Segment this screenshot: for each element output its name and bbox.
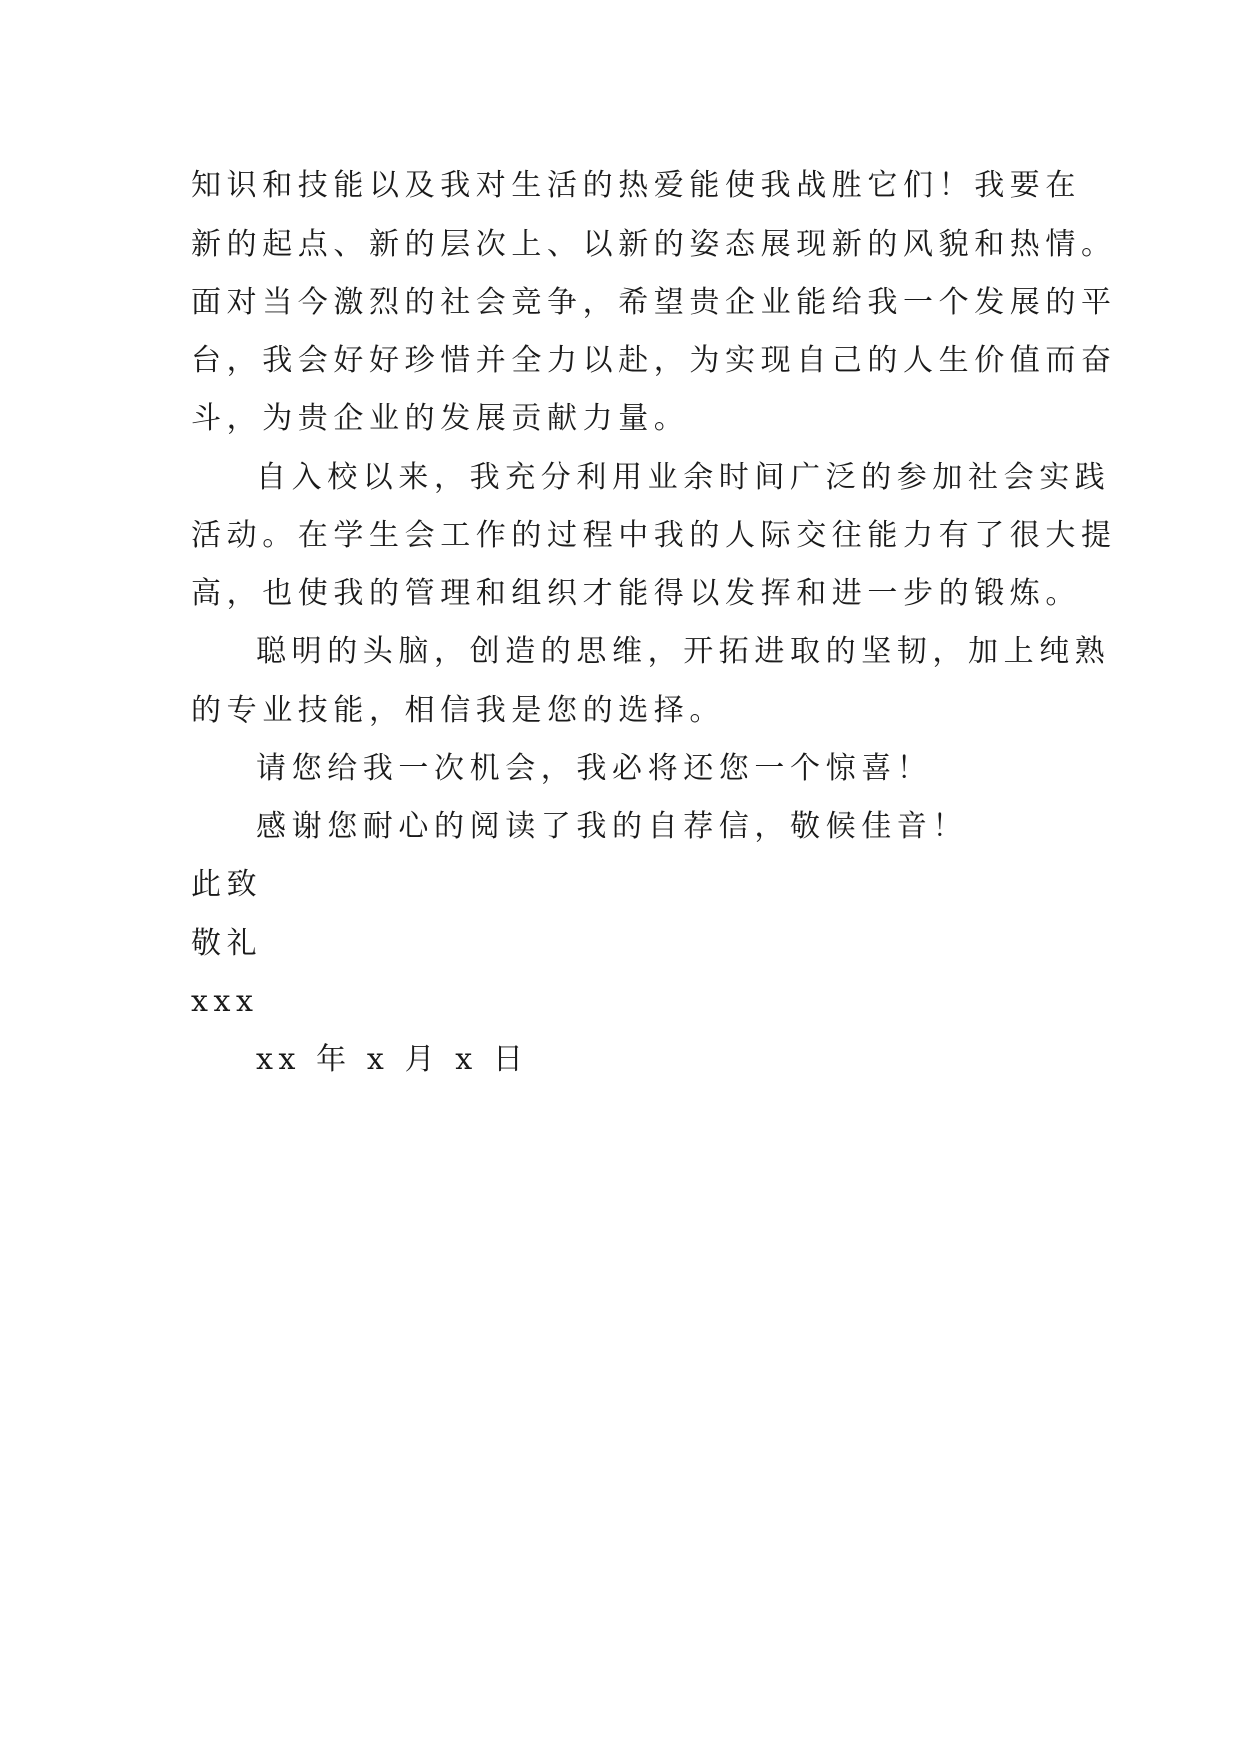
body-line: 新的起点、新的层次上、以新的姿态展现新的风貌和热情。 xyxy=(191,227,1117,262)
body-line: 知识和技能以及我对生活的热爱能使我战胜它们！我要在 xyxy=(191,168,1081,203)
closing-line: 此致 xyxy=(191,867,263,902)
paragraph-line: 聪明的头脑，创造的思维，开拓进取的坚韧，加上纯熟 xyxy=(256,634,1111,669)
body-line: 的专业技能，相信我是您的选择。 xyxy=(191,693,725,728)
body-line: 面对当今激烈的社会竞争，希望贵企业能给我一个发展的平 xyxy=(191,285,1117,320)
paragraph-line: 请您给我一次机会，我必将还您一个惊喜！ xyxy=(256,751,933,786)
body-line: 台，我会好好珍惜并全力以赴，为实现自己的人生价值而奋 xyxy=(191,343,1117,378)
body-line: 斗，为贵企业的发展贡献力量。 xyxy=(191,401,690,436)
paragraph-line: 自入校以来，我充分利用业余时间广泛的参加社会实践 xyxy=(256,460,1111,495)
body-line: 活动。在学生会工作的过程中我的人际交往能力有了很大提 xyxy=(191,518,1117,553)
body-line: 高，也使我的管理和组织才能得以发挥和进一步的锻炼。 xyxy=(191,576,1081,611)
signature-date: xx 年 x 月 x 日 xyxy=(256,1042,529,1077)
salutation-line: 敬礼 xyxy=(191,926,263,961)
paragraph-line: 感谢您耐心的阅读了我的自荐信，敬候佳音！ xyxy=(256,809,968,844)
signature-name: xxx xyxy=(191,984,259,1019)
